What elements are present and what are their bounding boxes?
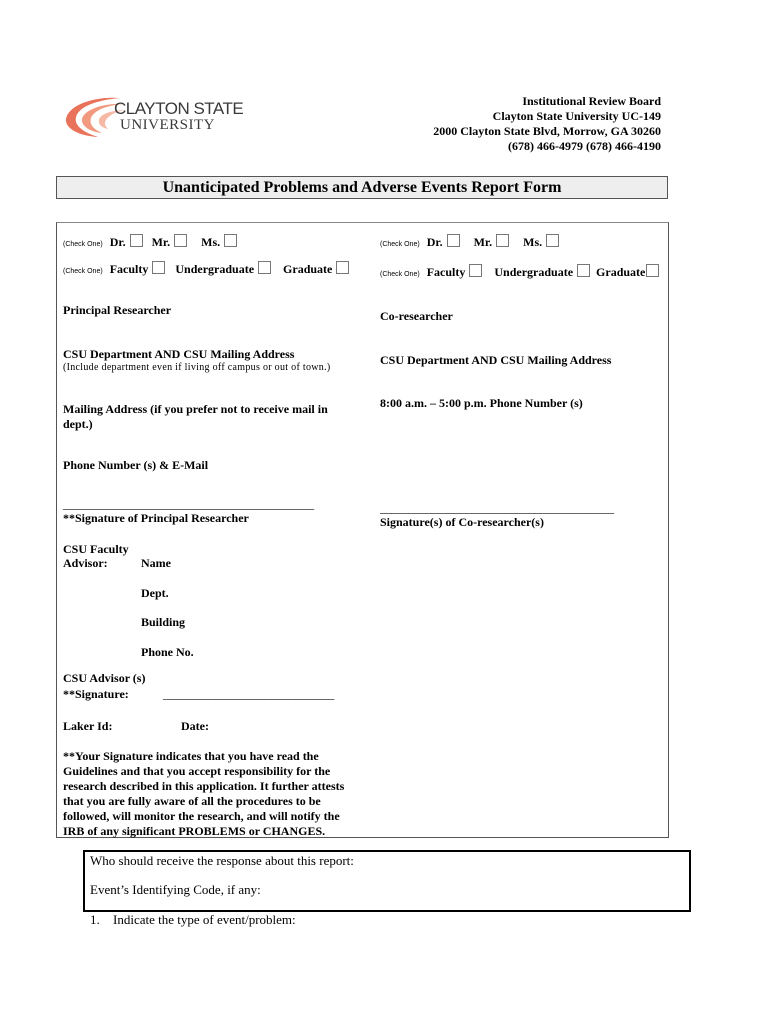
address-line: Institutional Review Board: [522, 94, 661, 108]
date-label: Date:: [181, 719, 209, 733]
pi-dept-note: (Include department even if living off campus or out of town.): [63, 362, 331, 373]
co-faculty-checkbox[interactable]: [469, 264, 482, 277]
status-graduate-label: Graduate: [596, 265, 646, 279]
pi-ms-checkbox[interactable]: [224, 234, 237, 247]
co-mr-checkbox[interactable]: [496, 234, 509, 247]
address-line: Clayton State University UC-149: [492, 109, 661, 123]
address-line: 2000 Clayton State Blvd, Morrow, GA 30260: [433, 124, 661, 138]
event-type-question: Indicate the type of event/problem:: [113, 912, 296, 927]
pi-status-row: [63, 260, 349, 278]
status-graduate-label: Graduate: [283, 262, 333, 276]
status-faculty-label: Faculty: [426, 265, 466, 279]
mailing-address-label-cont: dept.): [63, 417, 93, 431]
logo-text-line2: UNIVERSITY: [120, 117, 215, 133]
co-status-row: [380, 263, 659, 281]
check-one-hint: (Check One): [380, 271, 420, 278]
phone-email-label: Phone Number (s) & E-Mail: [63, 458, 209, 472]
item-1-number: 1.: [90, 912, 100, 927]
csu-advisor-label: CSU Advisor (s): [63, 671, 146, 685]
note-line: IRB of any significant PROBLEMS or CHANGES.: [63, 824, 326, 838]
note-line: **Your Signature indicates that you have read the: [63, 749, 319, 763]
advisor-building-label: Building: [141, 615, 186, 629]
co-undergraduate-checkbox[interactable]: [577, 264, 590, 277]
title-ms-label: Ms.: [523, 235, 543, 249]
note-line: Guidelines and that you accept responsibility for the: [63, 764, 331, 778]
status-undergraduate-label: Undergraduate: [175, 262, 255, 276]
pi-mr-checkbox[interactable]: [174, 234, 187, 247]
response-recipient-question: Who should receive the response about this report:: [90, 853, 354, 868]
note-line: followed, will monitor the research, and will notify the: [63, 809, 340, 823]
title-ms-label: Ms.: [201, 235, 221, 249]
clayton-state-logo: [62, 92, 242, 142]
co-ms-checkbox[interactable]: [546, 234, 559, 247]
note-line: research described in this application. It further attests: [63, 779, 345, 793]
event-code-label: Event’s Identifying Code, if any:: [90, 882, 261, 897]
advisor-label: Advisor:: [63, 556, 108, 570]
pi-title-row: [63, 233, 237, 251]
address-line: (678) 466-4979 (678) 466-4190: [508, 139, 661, 153]
advisor-name-label: Name: [141, 556, 171, 570]
check-one-hint: (Check One): [380, 241, 420, 248]
advisor-signature-label: **Signature:: [63, 687, 129, 701]
title-mr-label: Mr.: [473, 235, 493, 249]
check-one-hint: (Check One): [63, 268, 103, 275]
advisor-dept-label: Dept.: [141, 586, 169, 600]
co-title-row: [380, 233, 559, 251]
irb-address-block: [433, 94, 661, 154]
csu-faculty-label: CSU Faculty: [63, 542, 129, 556]
laker-id-label: Laker Id:: [63, 719, 113, 733]
co-signature-line[interactable]: _________________________________________: [380, 501, 614, 515]
status-faculty-label: Faculty: [109, 262, 149, 276]
co-dept-address-label: CSU Department AND CSU Mailing Address: [380, 353, 612, 367]
co-researcher-label: Co-researcher: [380, 309, 453, 323]
co-signature-label: Signature(s) of Co-researcher(s): [380, 515, 544, 529]
logo-text-line1: CLAYTON STATE: [114, 99, 244, 118]
signature-attestation-note: [63, 749, 344, 839]
pi-signature-line[interactable]: ____________________________________________: [63, 497, 314, 511]
principal-researcher-label: Principal Researcher: [63, 303, 172, 317]
pi-faculty-checkbox[interactable]: [152, 261, 165, 274]
title-mr-label: Mr.: [151, 235, 171, 249]
co-phone-label: 8:00 a.m. – 5:00 p.m. Phone Number (s): [380, 396, 583, 410]
pi-signature-label: **Signature of Principal Researcher: [63, 511, 249, 525]
pi-dr-checkbox[interactable]: [130, 234, 143, 247]
status-undergraduate-label: Undergraduate: [494, 265, 574, 279]
note-line: that you are fully aware of all the procedures to be: [63, 794, 321, 808]
pi-graduate-checkbox[interactable]: [336, 261, 349, 274]
pi-dept-address-label: CSU Department AND CSU Mailing Address: [63, 347, 295, 361]
title-dr-label: Dr.: [109, 235, 126, 249]
advisor-phone-label: Phone No.: [141, 645, 194, 659]
co-graduate-checkbox[interactable]: [646, 264, 659, 277]
check-one-hint: (Check One): [63, 241, 103, 248]
title-dr-label: Dr.: [426, 235, 443, 249]
mailing-address-label: Mailing Address (if you prefer not to receive mail in: [63, 402, 328, 416]
advisor-signature-line[interactable]: ______________________________: [163, 687, 335, 701]
form-title: Unanticipated Problems and Adverse Events Report Form: [56, 176, 668, 199]
pi-undergraduate-checkbox[interactable]: [258, 261, 271, 274]
co-dr-checkbox[interactable]: [447, 234, 460, 247]
